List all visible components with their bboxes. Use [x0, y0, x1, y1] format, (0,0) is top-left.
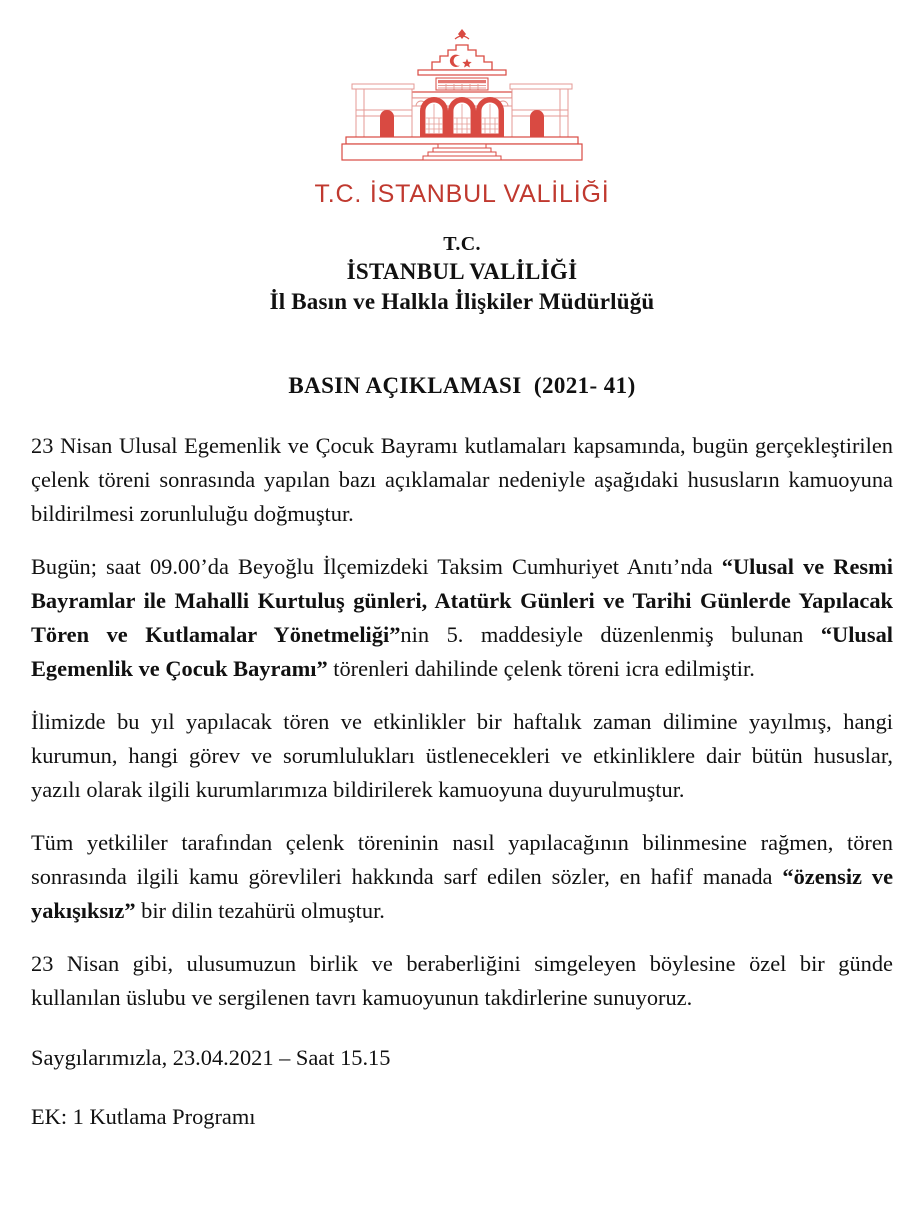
paragraph-2 — [31, 550, 893, 686]
signature-line: Saygılarımızla, 23.04.2021 – Saat 15.15 — [31, 1045, 391, 1071]
letterhead-line-department: İl Basın ve Halkla İlişkiler Müdürlüğü — [269, 288, 655, 314]
paragraph-1-text: 23 Nisan Ulusal Egemenlik ve Çocuk Bayramı kutlamaları kapsamında, bugün gerçekleştirilen çelenk töreni sonrasında yapılan bazı açıklamalar nedeniyle aşağıdaki hususların kamuoyuna bildirilmesi zorunluluğu doğmuştur. — [31, 432, 893, 526]
letterhead-text — [0, 231, 924, 317]
document-body — [31, 399, 893, 1134]
paragraph-1 — [31, 429, 893, 531]
letterhead-logo-block — [0, 0, 924, 209]
paragraph-4-quoted-phrase: “özensiz ve yakışıksız” — [31, 864, 894, 924]
paragraph-3 — [31, 705, 893, 807]
page-title: BASIN AÇIKLAMASI (2021- 41) — [288, 372, 636, 398]
paragraph-4-text-part1: Tüm yetkililer tarafından çelenk töreninin nasıl yapılacağının bilinmesine rağmen, tören sonrasında ilgili kamu görevlileri hakkında sarf edilen sözler, en hafif manada — [31, 830, 893, 890]
paragraph-5 — [31, 947, 893, 1015]
paragraph-4-text-part2: bir dilin tezahürü olmuştur. — [135, 898, 385, 924]
paragraph-2-quoted-ceremony: “Ulusal Egemenlik ve Çocuk Bayramı” — [31, 622, 894, 682]
logo-wordmark: T.C. İSTANBUL VALİLİĞİ — [314, 180, 610, 208]
paragraph-5-text: 23 Nisan gibi, ulusumuzun birlik ve beraberliğini simgeleyen böylesine özel bir günde kullanılan üslubu ve sergilenen tavrı kamuoyunun takdirlerine sunuyoruz. — [31, 951, 893, 1011]
letterhead-line-governorship: İSTANBUL VALİLİĞİ — [346, 259, 578, 284]
paragraph-2-text-part1: Bugün; saat 09.00’da Beyoğlu İlçemizdeki Taksim Cumhuriyet Anıtı’nda — [31, 553, 722, 579]
paragraph-2-text-part3: törenleri dahilinde çelenk töreni icra edilmiştir. — [327, 656, 755, 682]
paragraph-3-text: İlimizde bu yıl yapılacak tören ve etkinlikler bir haftalık zaman dilimine yayılmış, hangi kurumun, hangi görev ve sorumlulukları üstlenecekleri ve etkinliklere dair bütün hususlar, yazılı olarak ilgili kurumlarımıza bildirilerek kamuoyuna duyurulmuştur. — [31, 709, 893, 803]
letterhead-line-republic: T.C. — [443, 233, 481, 255]
attachment-note: EK: 1 Kutlama Programı — [31, 1103, 256, 1129]
paragraph-4 — [31, 826, 893, 928]
istanbul-governorship-building-emblem — [312, 26, 612, 176]
paragraph-2-text-part2: nin 5. maddesiyle düzenlenmiş bulunan — [400, 622, 821, 648]
paragraph-2-quoted-regulation: “Ulusal ve Resmi Bayramlar ile Mahalli Kurtuluş günleri, Atatürk Günleri ve Tarihi Günlerde Yapılacak Tören ve Kutlamalar Yönetmeliği” — [31, 553, 893, 648]
